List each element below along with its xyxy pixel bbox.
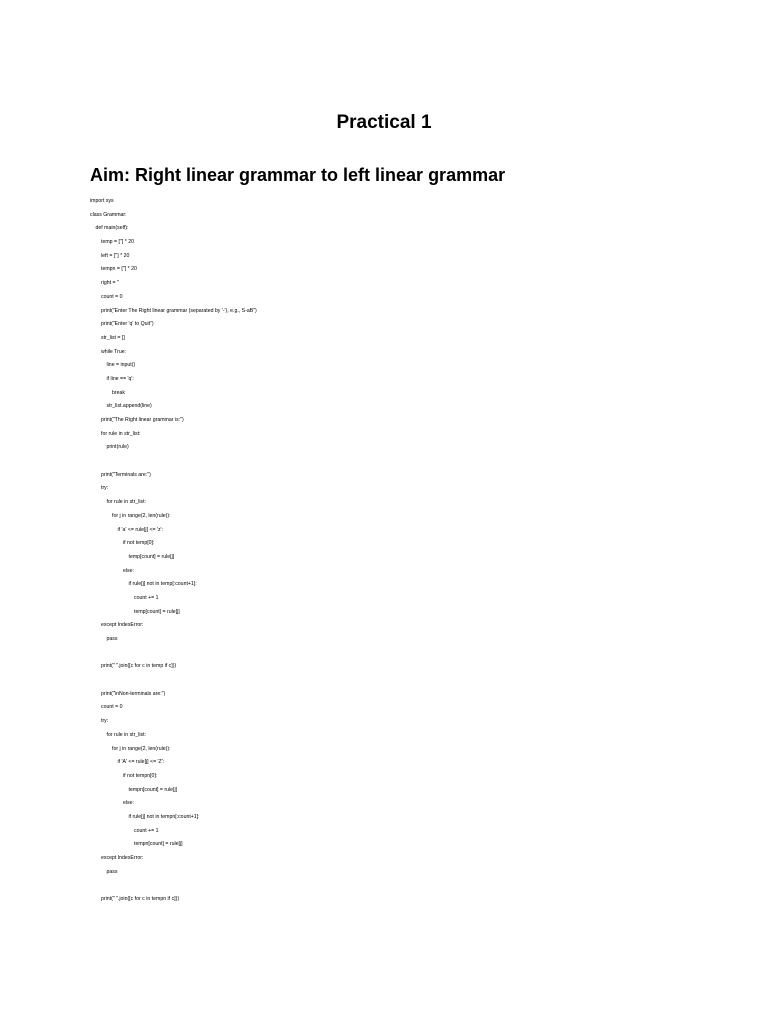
code-line: if 'A' <= rule[j] <= 'Z': [117, 759, 165, 766]
code-line: left = [''] * 20 [101, 252, 130, 259]
code-line: print(" ".join([c for c in tempn if c])) [101, 896, 180, 903]
code-line: print("Enter The Right linear grammar (separated by '-'), e.g., S-aB") [101, 307, 257, 314]
code-line: if 'a' <= rule[j] <= 'z': [117, 526, 163, 533]
page-title: Practical 1 [336, 112, 432, 133]
code-line: print("Terminals are:") [101, 471, 151, 478]
code-line: for rule in str_list: [106, 499, 146, 506]
code-line: except IndexError: [101, 622, 144, 629]
code-line: while True: [101, 348, 127, 355]
code-line: right = '' [101, 280, 119, 287]
code-line: count = 0 [101, 704, 123, 711]
code-line: print(rule) [106, 444, 129, 451]
code-line: import sys [90, 198, 114, 204]
code-line: tempn = [''] * 20 [101, 266, 137, 273]
code-line: count += 1 [134, 594, 159, 601]
code-line: print("Enter 'q' to Quit") [101, 321, 154, 328]
code-line: count += 1 [134, 827, 159, 834]
code-line: for j in range(2, len(rule)): [112, 512, 171, 519]
code-line: tempn[count] = rule[j] [128, 786, 178, 793]
code-line: print("The Right linear grammar is:") [101, 417, 184, 423]
code-line: temp[count] = rule[j] [128, 553, 175, 560]
code-line: str_list.append(line) [106, 403, 152, 410]
code-line: tempn[count] = rule[j] [134, 841, 183, 848]
code-line: count = 0 [101, 293, 123, 300]
code-line: str_list = [] [101, 334, 125, 341]
code-line: if rule[j] not in tempn[:count+1]: [128, 813, 200, 820]
code-line: break [112, 389, 125, 396]
code-line: try: [101, 718, 109, 725]
code-line: if rule[j] not in temp[:count+1]: [128, 581, 197, 588]
code-line [90, 880, 690, 894]
code-line [90, 675, 690, 689]
code-line: for j in range(2, len(rule)): [112, 745, 171, 752]
code-line: if line == 'q': [106, 375, 134, 382]
code-line: pass [106, 636, 118, 642]
code-line: line = input() [106, 362, 136, 369]
code-line: for rule in str_list: [106, 731, 146, 738]
code-line [90, 648, 690, 662]
aim-heading: Aim: Right linear grammar to left linear grammar [90, 165, 506, 185]
code-line: if not tempn[0]: [123, 772, 158, 779]
code-line: def main(self): [95, 225, 129, 232]
code-line: temp[count] = rule[j] [134, 608, 180, 615]
code-line: pass [106, 868, 118, 875]
code-line: for rule in str_list: [101, 430, 141, 437]
code-block [90, 196, 690, 908]
code-line: except IndexError: [101, 855, 144, 861]
code-line: class Grammar: [90, 211, 127, 218]
code-line: print(" ".join([c for c in temp if c])) [101, 663, 177, 670]
code-line: else: [123, 567, 134, 574]
code-line: try: [101, 485, 109, 492]
code-line: print("\nNon-terminals are:") [101, 690, 166, 697]
code-line [90, 456, 690, 470]
code-line: temp = [''] * 20 [101, 239, 134, 246]
code-line: else: [123, 800, 134, 807]
code-line: if not temp[0]: [123, 540, 155, 547]
